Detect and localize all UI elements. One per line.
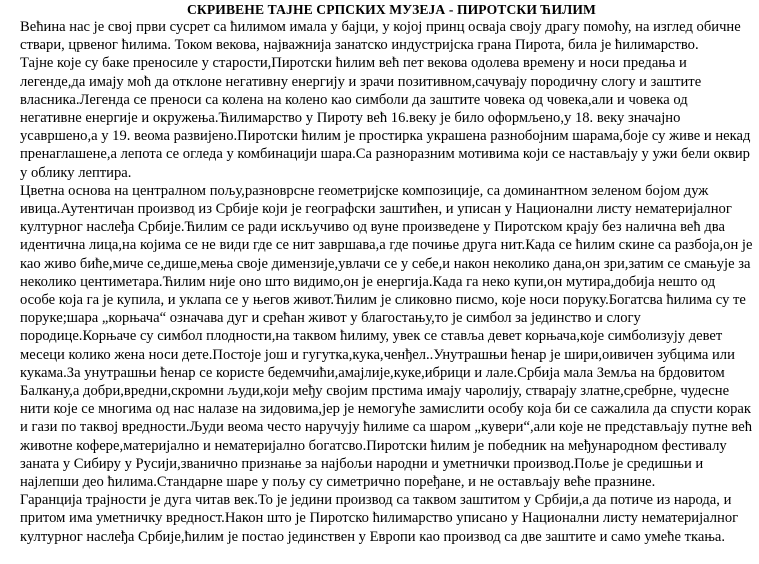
document-title: СКРИВЕНЕ ТАЈНЕ СРПСКИХ МУЗЕЈА - ПИРОТСКИ ЋИЛИМ — [187, 2, 596, 17]
paragraph-history: Тајне које су баке преносиле у старости,Пиротски ћилим већ пет векова одолева времену и носи предања и легенде,да имају моћ да отклоне негативну енергију и зрачи позитивном,сачувају породичну слогу и заштите власника.Легенда се преноси са колена на колено као симболи да заштите човека од човека,али и човека од негативне енергије и окружења.Ћилимарство у Пироту већ 16.веку је било оформљено,у 18. веку значајно усавршено,а у 19. веома развијено.Пиротски ћилим је простирка украшена разнобојним шарама,боје су живе и некад пренаглашене,а лепота се огледа у комбинацији шара.Са разноразним мотивима који се настављају у ужи бели оквир у облику лептира. — [20, 55, 751, 181]
paragraph-intro: Већина нас је свој први сусрет са ћилимом имала у бајци, у којој принц осваја своју драгу помоћу, на изглед обичне ствари, црвеног ћилима. Током векова, најважнија занатско индустријска грана Пирота, била је ћилимарство. — [20, 19, 741, 54]
paragraph-protection: Гаранција трајности је дуга читав век.То је једини производ са таквом заштитом у Србији,а да потиче из народа, и притом има уметничку вредност.Након што је Пиротско ћилимарство уписано у Национални листу нематеријалног културног наслеђа Србије,ћилим је постао јединствен у Европи као производ са две заштите и само умеће ткања. — [20, 492, 739, 545]
paragraph-motifs: Цветна основа на централном пољу,разноврсне геометријске композиције, са доминантном зеленом бојом дуж ивица.Аутентичан производ из Србије који је географски заштићен, и уписан у Национални листу нематеријалног културног наслеђа Србије.Ћилим се ради искључиво од вуне произведене у Пиротском крају без налична већ два идентична лица,на којима се не види где се нит завршава,а где почиње друга нит.Када се ћилим скине са разбоја,он је као живо биће,миче се,дише,мења своје димензије,увлачи се у себе,и након неколико дана,он зри,затим се смањује за неколико центиметара.Ћилим није оно што видимо,он је енергија.Када га неко купи,он мутира,добија нешто од особе која га је купила, и уклапа се у његов живот.Ћилим је сликовно писмо, које носи поруку.Богатсва ћилима су те поруке;шара „корњача“ означава дуг и срећан живот у благостању,то је симбол за јединство и слогу породице.Корњаче су симбол плодности,на таквом ћилиму, увек се ставља девет корњача,које симболизују девет месеци колико жена носи дете.Постоје још и гугутка,кука,ченђел..Унутрашњи ћенар је шири,оивичен зубцима или кукама.За унутрашњи ћенар се користе бедемчићи,амајлије,куке,ибрици и лале.Србија мала Земља на брдовитом Балкану,а добри,вредни,скромни људи,који међу својим прстима имају чаролију, стварају златне,сребрне, чудесне нити које се многима од нас налазе на зидовима,јер је немогуће замислити особу која би се сажалила да спусти корак и гази по таквој вредности.Људи веома често наручују ћилиме са шаром „кувери“,али које не представљају путне већ животне кофере,материјално и нематеријално богатсво.Пиротски ћилим је победник на међународном фестивалу заната у Сибиру у Русији,званично признање за најбољи народни и уметнички производ.Поље је средишњи и најлепши део ћилима.Стандарне шаре у пољу су симетрично поређане, и не остављају веће празнине. — [20, 182, 753, 491]
